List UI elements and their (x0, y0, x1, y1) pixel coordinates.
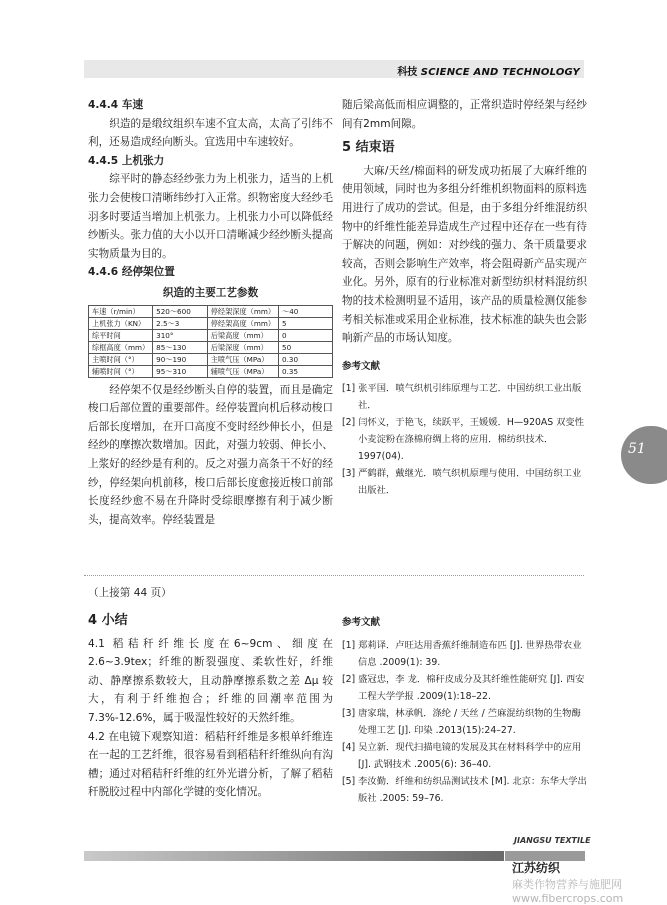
table-cell: ～40 (279, 305, 333, 317)
left-column (88, 96, 333, 529)
references-list (342, 380, 587, 499)
table-cell: 主喷气压（MPa） (207, 353, 278, 365)
paragraph-4-2: 4.2 在电镜下观察知道：稻秸秆纤维是多根单纤维连在一起的工艺纤维，很容易看到稻秸秆纤维纵向有沟槽；通过对稻秸秆纤维的红外光谱分析，了解了稻秸秆脱胶过程中内部化学键的变化情况。 (88, 730, 333, 799)
table-cell: 上机张力（KN） (89, 317, 153, 329)
heading-section-4-summary: 4 小结 (88, 613, 128, 628)
table-cell: 0.35 (279, 365, 333, 377)
footer-bar (84, 851, 504, 861)
references-list-lower (342, 637, 587, 807)
table-cell: 停经架深度（mm） (207, 305, 278, 317)
table-cell: 车速（r/min） (89, 305, 153, 317)
table-cell: 50 (279, 341, 333, 353)
heading-4-4-6: 4.4.6 经停架位置 (88, 266, 175, 279)
table-row (89, 317, 333, 329)
table-cell: 0 (279, 329, 333, 341)
header-title (397, 63, 580, 78)
right-column (342, 96, 587, 499)
reference-item: [3] 严鹤群，戴继光．喷气织机原理与使用．中国纺织工业出版社． (342, 468, 582, 497)
page-number: 51 (628, 441, 646, 457)
table-cell: 5 (279, 317, 333, 329)
table-cell: 辅喷气压（MPa） (207, 365, 278, 377)
header-title-cn: 科技 (397, 67, 418, 78)
footer-journal-en: JIANGSU TEXTILE (514, 836, 591, 845)
lower-right-column (342, 612, 587, 807)
paragraph-conclusion: 大麻/天丝/棉面料的研发成功拓展了大麻纤维的使用领域，同时也为多组分纤维机织物面料的原料选用进行了成功的尝试。但是，由于多组分纤维混纺织物中的纤维性能差异造成生产过程中还存在一些有待于解决的问题，例如：对纱线的强力、条干质量要求较高，否则会影响生产效率，将会阻碍新产品实现产业化。另外，原有的行业标准对新型纺织材料混纺织物的技术检测明显不适用，该产品的质量检测仅能参考相关标准或采用企业标准，技术标准的缺失也会影响新产品的市场认知度。 (342, 164, 587, 345)
continued-label: （上接第 44 页） (88, 587, 172, 599)
references-title-lower: 参考文献 (342, 617, 381, 628)
reference-item: [2] 盛冠忠，李 龙．棉秆皮成分及其纤维性能研究 [J]. 西安工程大学学报 .2009(1):18–22. (342, 673, 585, 702)
reference-item: [1] 张平国．喷气织机引纬原理与工艺．中国纺织工业出版社． (342, 383, 582, 412)
table-cell: 综框高度（mm） (89, 341, 153, 353)
reference-item: [1] 郑莉译．卢旺达用香蕉纤维制造布匹 [J]. 世界热带农业信息 .2009(1): 39. (342, 639, 582, 668)
table-row (89, 365, 333, 377)
lower-left-column (88, 612, 333, 802)
paragraph-4-4-4: 织造的是缎纹组织车速不宜太高，太高了引纬不利，还易造成经向断头。宜选用中车速较好。 (88, 117, 333, 149)
paragraph-continued: 随后梁高低而相应调整的，正常织造时停经架与经纱间有2mm间隙。 (342, 99, 587, 130)
reference-item: [4] 吴立新．现代扫描电镜的发展及其在材料科学中的应用 [J]. 武钢技术 .2005(6): 36–40. (342, 741, 582, 770)
footer-journal-cn: 江苏纺织 (512, 861, 561, 875)
paragraph-4-4-5: 综平时的静态经纱张力为上机张力，适当的上机张力会使梭口清晰纬纱打入正常。织物密度大经纱毛羽多时要适当增加上机张力。上机张力小可以降低经纱断头。张力值的大小以开口清晰减少经纱断头提高实物质量为目的。 (88, 173, 333, 260)
paragraph-4-4-6: 经停架不仅是经纱断头自停的装置，而且是确定梭口后部位置的重要部件。经停装置向机后移动梭口后部长度增加，在开口高度不变时经纱伸长小，但是经纱的摩擦次数增加。因此，对强力较弱、伸长小、上浆好的经纱是有利的。反之对强力高条干不好的经纱，停经架向机前移，梭口后部长度愈接近梭口前部长度经纱愈不易在升降时受综眼摩擦有利于减少断头，提高效率。停经装置是 (88, 383, 333, 526)
table-row (89, 341, 333, 353)
table-cell: 主喷时间（°） (89, 353, 153, 365)
table-cell: 综平时间 (89, 329, 153, 341)
heading-4-4-4: 4.4.4 车速 (88, 99, 144, 111)
reference-item: [3] 唐家瑞，林承帆．涤纶 / 天丝 / 苎麻混纺织物的生物酶处理工艺 [J]. 印染 .2013(15):24–27. (342, 707, 581, 736)
table-cell: 辅喷时间（°） (89, 365, 153, 377)
table-row (89, 305, 333, 317)
section-divider (84, 575, 584, 576)
table-cell: 90～190 (153, 353, 208, 365)
table-cell: 0.30 (279, 353, 333, 365)
paragraph-4-1: 4.1 稻秸秆纤维长度在6~9cm、细度在2.6~3.9tex；纤维的断裂强度、柔软性好，纤维动、静摩擦系数较大，且动静摩擦系数之差 Δμ 较大，有利于纤维抱合；纤维的回潮率范围为7.3%-12.6%，属于吸湿性较好的天然纤维。 (88, 637, 333, 724)
table-cell: 520～600 (153, 305, 208, 317)
table-cell: 2.5～3 (153, 317, 208, 329)
header-title-en: SCIENCE AND TECHNOLOGY (420, 67, 580, 78)
heading-4-4-5: 4.4.5 上机张力 (88, 154, 165, 167)
table-cell: 后梁深度（mm） (207, 341, 278, 353)
table-cell: 95～310 (153, 365, 208, 377)
table-cell: 310° (153, 329, 208, 341)
reference-item: [2] 闫怀义，于艳飞，续跃平，王媛媛．H—920AS 双变性小麦淀粉在涤棉府绸上将的应用．棉纺织技术．1997(04). (342, 417, 585, 463)
table-cell: 后梁高度（mm） (207, 329, 278, 341)
process-parameters-table (88, 305, 333, 378)
heading-section-5: 5 结束语 (342, 140, 395, 156)
table-title: 织造的主要工艺参数 (162, 286, 259, 299)
reference-item: [5] 李汝勤．纤维和纺织品测试技术 [M]. 北京：东华大学出版社 .2005: 59–76. (342, 775, 587, 804)
references-title: 参考文献 (342, 360, 381, 372)
table-row (89, 353, 333, 365)
watermark: 麻类作物营养与施肥网 www.fibercrops.com (512, 878, 624, 905)
table-cell: 停经架高度（mm） (207, 317, 278, 329)
table-cell: 85～130 (153, 341, 208, 353)
table-row (89, 329, 333, 341)
